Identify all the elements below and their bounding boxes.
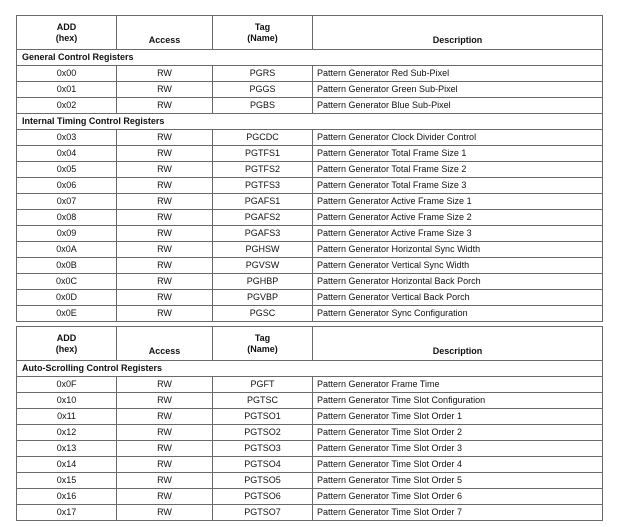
register-description: Pattern Generator Time Slot Order 6 — [313, 489, 603, 505]
col-tag-header: Tag (Name) — [213, 327, 313, 361]
register-description: Pattern Generator Active Frame Size 2 — [313, 210, 603, 226]
register-address: 0x17 — [17, 505, 117, 521]
register-tag: PGAFS3 — [213, 226, 313, 242]
register-tag: PGTSO2 — [213, 425, 313, 441]
register-tag: PGBS — [213, 98, 313, 114]
col-description-header: Description — [313, 16, 603, 50]
register-address: 0x08 — [17, 210, 117, 226]
register-address: 0x13 — [17, 441, 117, 457]
register-description: Pattern Generator Time Slot Configuration — [313, 393, 603, 409]
register-description: Pattern Generator Clock Divider Control — [313, 130, 603, 146]
register-access: RW — [117, 505, 213, 521]
table-row — [17, 66, 603, 82]
register-access: RW — [117, 457, 213, 473]
register-description: Pattern Generator Green Sub-Pixel — [313, 82, 603, 98]
table-row — [17, 242, 603, 258]
register-access: RW — [117, 306, 213, 322]
table-row — [17, 505, 603, 521]
table-row — [17, 146, 603, 162]
register-tag: PGHBP — [213, 274, 313, 290]
register-tag: PGAFS1 — [213, 194, 313, 210]
register-tag: PGCDC — [213, 130, 313, 146]
table-row — [17, 82, 603, 98]
register-address: 0x11 — [17, 409, 117, 425]
table-row — [17, 98, 603, 114]
register-address: 0x0A — [17, 242, 117, 258]
register-access: RW — [117, 82, 213, 98]
register-access: RW — [117, 210, 213, 226]
register-access: RW — [117, 226, 213, 242]
register-table-2 — [16, 326, 603, 521]
register-access: RW — [117, 441, 213, 457]
register-access: RW — [117, 274, 213, 290]
register-tag: PGAFS2 — [213, 210, 313, 226]
register-address: 0x00 — [17, 66, 117, 82]
table-row — [17, 178, 603, 194]
register-access: RW — [117, 130, 213, 146]
register-address: 0x0F — [17, 377, 117, 393]
register-description: Pattern Generator Time Slot Order 2 — [313, 425, 603, 441]
register-description: Pattern Generator Total Frame Size 2 — [313, 162, 603, 178]
table-row — [17, 393, 603, 409]
register-address: 0x01 — [17, 82, 117, 98]
table-row — [17, 130, 603, 146]
table-row — [17, 210, 603, 226]
register-tag: PGSC — [213, 306, 313, 322]
table-row — [17, 274, 603, 290]
table-row — [17, 441, 603, 457]
register-address: 0x03 — [17, 130, 117, 146]
register-description: Pattern Generator Time Slot Order 5 — [313, 473, 603, 489]
register-access: RW — [117, 409, 213, 425]
register-tag: PGTSO4 — [213, 457, 313, 473]
register-description: Pattern Generator Vertical Sync Width — [313, 258, 603, 274]
register-tag: PGTSO5 — [213, 473, 313, 489]
register-tag: PGHSW — [213, 242, 313, 258]
register-description: Pattern Generator Sync Configuration — [313, 306, 603, 322]
col-tag-header: Tag (Name) — [213, 16, 313, 50]
register-tag: PGFT — [213, 377, 313, 393]
register-access: RW — [117, 258, 213, 274]
table-row — [17, 489, 603, 505]
section-header-row — [17, 114, 603, 130]
col-description-header: Description — [313, 327, 603, 361]
section-header-row — [17, 50, 603, 66]
register-description: Pattern Generator Active Frame Size 1 — [313, 194, 603, 210]
table-row — [17, 457, 603, 473]
register-tag: PGTSO1 — [213, 409, 313, 425]
table-row — [17, 258, 603, 274]
section-title: General Control Registers — [17, 50, 603, 66]
register-address: 0x07 — [17, 194, 117, 210]
register-access: RW — [117, 194, 213, 210]
register-tag: PGTFS2 — [213, 162, 313, 178]
register-tag: PGTSC — [213, 393, 313, 409]
register-address: 0x02 — [17, 98, 117, 114]
col-add-header: ADD (hex) — [17, 327, 117, 361]
register-description: Pattern Generator Blue Sub-Pixel — [313, 98, 603, 114]
register-address: 0x04 — [17, 146, 117, 162]
register-access: RW — [117, 162, 213, 178]
table-row — [17, 226, 603, 242]
register-address: 0x12 — [17, 425, 117, 441]
register-address: 0x0D — [17, 290, 117, 306]
register-tag: PGTFS1 — [213, 146, 313, 162]
table-row — [17, 409, 603, 425]
register-description: Pattern Generator Time Slot Order 4 — [313, 457, 603, 473]
table-row — [17, 473, 603, 489]
table-row — [17, 377, 603, 393]
register-tag: PGVBP — [213, 290, 313, 306]
register-access: RW — [117, 393, 213, 409]
register-description: Pattern Generator Horizontal Back Porch — [313, 274, 603, 290]
register-access: RW — [117, 146, 213, 162]
col-add-header: ADD (hex) — [17, 16, 117, 50]
table-row — [17, 425, 603, 441]
register-tag: PGGS — [213, 82, 313, 98]
col-access-header: Access — [117, 327, 213, 361]
register-description: Pattern Generator Vertical Back Porch — [313, 290, 603, 306]
table-header-row — [17, 16, 603, 50]
section-header-row — [17, 361, 603, 377]
register-address: 0x16 — [17, 489, 117, 505]
register-tag: PGTSO7 — [213, 505, 313, 521]
register-access: RW — [117, 290, 213, 306]
register-description: Pattern Generator Total Frame Size 1 — [313, 146, 603, 162]
register-access: RW — [117, 66, 213, 82]
register-tag: PGTSO6 — [213, 489, 313, 505]
register-tag: PGRS — [213, 66, 313, 82]
register-address: 0x0C — [17, 274, 117, 290]
table-header-row — [17, 327, 603, 361]
register-description: Pattern Generator Time Slot Order 3 — [313, 441, 603, 457]
register-address: 0x14 — [17, 457, 117, 473]
table-row — [17, 162, 603, 178]
register-description: Pattern Generator Horizontal Sync Width — [313, 242, 603, 258]
register-access: RW — [117, 473, 213, 489]
register-address: 0x10 — [17, 393, 117, 409]
section-title: Auto-Scrolling Control Registers — [17, 361, 603, 377]
register-description: Pattern Generator Active Frame Size 3 — [313, 226, 603, 242]
register-description: Pattern Generator Time Slot Order 1 — [313, 409, 603, 425]
table-row — [17, 290, 603, 306]
register-description: Pattern Generator Time Slot Order 7 — [313, 505, 603, 521]
register-description: Pattern Generator Red Sub-Pixel — [313, 66, 603, 82]
col-access-header: Access — [117, 16, 213, 50]
register-description: Pattern Generator Total Frame Size 3 — [313, 178, 603, 194]
register-table-1 — [16, 15, 603, 322]
register-address: 0x15 — [17, 473, 117, 489]
register-address: 0x06 — [17, 178, 117, 194]
register-tag: PGVSW — [213, 258, 313, 274]
register-access: RW — [117, 489, 213, 505]
register-access: RW — [117, 377, 213, 393]
register-tag: PGTSO3 — [213, 441, 313, 457]
register-address: 0x0E — [17, 306, 117, 322]
table-row — [17, 194, 603, 210]
register-tag: PGTFS3 — [213, 178, 313, 194]
register-description: Pattern Generator Frame Time — [313, 377, 603, 393]
section-title: Internal Timing Control Registers — [17, 114, 603, 130]
register-access: RW — [117, 425, 213, 441]
table-row — [17, 306, 603, 322]
register-address: 0x05 — [17, 162, 117, 178]
register-access: RW — [117, 242, 213, 258]
register-address: 0x0B — [17, 258, 117, 274]
register-access: RW — [117, 178, 213, 194]
register-address: 0x09 — [17, 226, 117, 242]
register-access: RW — [117, 98, 213, 114]
